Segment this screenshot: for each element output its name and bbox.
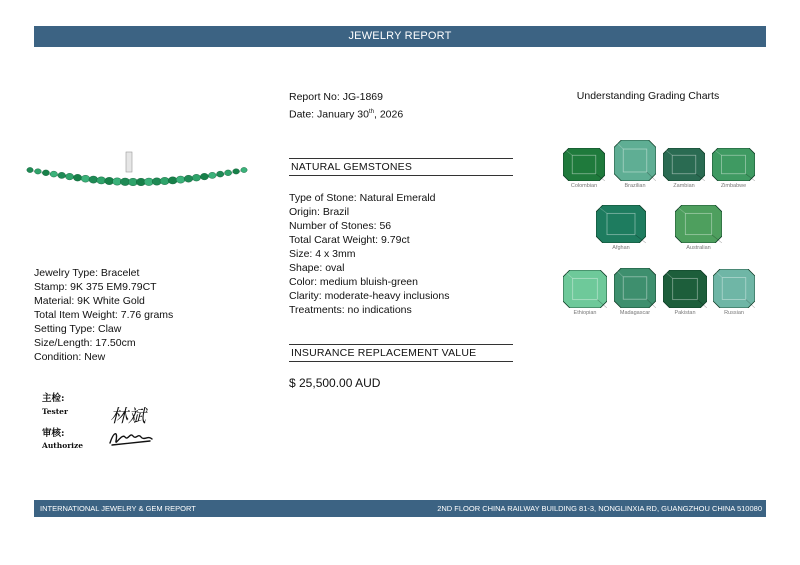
report-meta <box>289 90 403 123</box>
bracelet-clasp <box>126 152 132 172</box>
stone-color: Color: medium bluish-green <box>289 276 418 288</box>
bracelet-stone <box>176 176 185 183</box>
report-number: Report No: JG-1869 <box>289 91 383 103</box>
bracelet-stone <box>208 172 216 178</box>
emerald-russian <box>713 269 755 318</box>
emerald-label: Russian <box>724 310 744 316</box>
emerald-pakistan <box>663 270 707 318</box>
tester-label-en: Tester <box>42 407 68 416</box>
emerald-cut-icon <box>614 140 656 181</box>
authorize-label-en: Authorize <box>42 441 84 450</box>
emerald-afghan <box>596 205 646 253</box>
bracelet-stone <box>27 167 33 172</box>
emerald-label: Australian <box>686 245 711 251</box>
jewelry-material: Material: 9K White Gold <box>34 295 145 307</box>
emerald-label: Ethiopian <box>573 310 597 316</box>
jewelry-type: Jewelry Type: Bracelet <box>34 267 140 279</box>
emerald-zambian <box>663 148 705 191</box>
bracelet-stone <box>73 174 81 181</box>
bracelet-image <box>26 148 248 196</box>
bracelet-stone <box>89 176 98 183</box>
emerald-cut-icon <box>563 148 605 181</box>
bracelet-stone <box>225 170 232 176</box>
bracelet-stone <box>168 177 177 184</box>
grading-charts-title: Understanding Grading Charts <box>576 90 720 102</box>
gemstones-section-title: NATURAL GEMSTONES <box>289 158 513 176</box>
footer-company: INTERNATIONAL JEWELRY & GEM REPORT <box>40 504 196 513</box>
stone-origin: Origin: Brazil <box>289 206 350 218</box>
bracelet-stone <box>42 170 49 176</box>
emerald-label: Zambian <box>673 183 695 189</box>
emerald-colombian <box>563 148 605 191</box>
emerald-cut-icon <box>663 270 707 308</box>
emerald-label: Brazilian <box>624 183 646 189</box>
gemstone-details <box>289 191 449 317</box>
stone-type: Type of Stone: Natural Emerald <box>289 192 436 204</box>
report-date: Date: January 30th, 2026 <box>289 108 404 121</box>
emerald-cut-icon <box>596 205 646 243</box>
emerald-cut-icon <box>663 148 705 181</box>
tester-signature: 林斌 <box>110 406 146 427</box>
jewelry-condition: Condition: New <box>34 351 106 363</box>
stone-shape: Shape: oval <box>289 262 345 274</box>
footer-banner <box>34 500 766 517</box>
bracelet-stone <box>81 175 90 182</box>
footer-address: 2ND FLOOR CHINA RAILWAY BUILDING 81-3, NONGLINXIA RD, GUANGZHOU CHINA 510080 <box>437 504 762 513</box>
bracelet-stone <box>50 171 57 177</box>
authorize-signature <box>106 427 158 449</box>
emerald-label: Zimbabwe <box>720 183 747 189</box>
emerald-cut-icon <box>712 148 755 181</box>
emerald-label: Madagascar <box>619 310 651 316</box>
authorize-label-cn: 审核: <box>42 428 65 439</box>
emerald-label: Afghan <box>612 245 630 251</box>
emerald-zimbabwe <box>712 148 755 191</box>
jewelry-weight: Total Item Weight: 7.76 grams <box>34 309 174 321</box>
emerald-cut-icon <box>614 268 656 308</box>
jewelry-stamp: Stamp: 9K 375 EM9.79CT <box>34 281 157 293</box>
bracelet-stone <box>66 173 74 180</box>
stone-size: Size: 4 x 3mm <box>289 248 356 260</box>
tester-label-cn: 主检: <box>42 393 65 404</box>
bracelet-stone <box>233 169 240 174</box>
emerald-australian <box>675 205 722 253</box>
stone-treatments: Treatments: no indications <box>289 304 412 316</box>
report-title: JEWELRY REPORT <box>348 30 452 42</box>
emerald-cut-icon <box>675 205 722 243</box>
stone-carat-weight: Total Carat Weight: 9.79ct <box>289 234 410 246</box>
emerald-madagascar <box>614 268 656 318</box>
jewelry-size: Size/Length: 17.50cm <box>34 337 136 349</box>
bracelet-stone <box>35 169 42 174</box>
insurance-section-title: INSURANCE REPLACEMENT VALUE <box>289 344 513 362</box>
stone-count: Number of Stones: 56 <box>289 220 392 232</box>
jewelry-setting: Setting Type: Claw <box>34 323 122 335</box>
emerald-brazilian <box>614 140 656 191</box>
insurance-value: $ 25,500.00 AUD <box>289 376 381 390</box>
emerald-label: Pakistan <box>674 310 696 316</box>
bracelet-stone <box>184 175 193 182</box>
bracelet-stone <box>58 172 66 178</box>
jewelry-details <box>34 266 173 364</box>
header-banner <box>34 26 766 47</box>
bracelet-stone <box>217 171 224 177</box>
emerald-ethiopian <box>563 270 607 318</box>
stone-clarity: Clarity: moderate-heavy inclusions <box>289 290 450 302</box>
emerald-cut-icon <box>563 270 607 308</box>
bracelet-stone <box>241 167 247 172</box>
emerald-cut-icon <box>713 269 755 308</box>
bracelet-stone <box>192 174 200 181</box>
signature-block <box>42 394 167 454</box>
bracelet-stone <box>200 173 208 180</box>
emerald-label: Colombian <box>570 183 598 189</box>
